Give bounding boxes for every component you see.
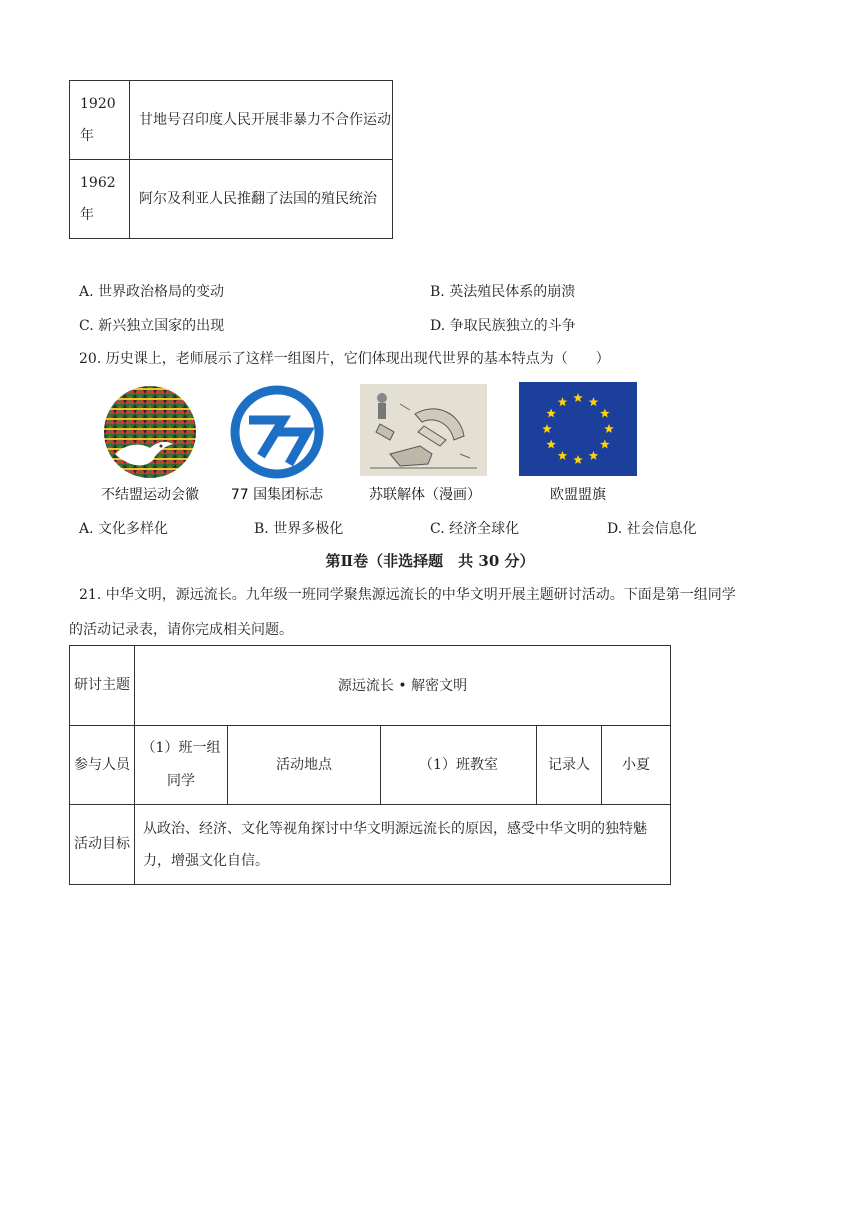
activity-record-table	[69, 645, 671, 885]
eu-flag-icon	[519, 382, 637, 476]
topic-value: 源远流长 • 解密文明	[135, 646, 671, 726]
goal-value: 从政治、经济、文化等视角探讨中华文明源远流长的原因，感受中华文明的独特魅力，增强文化自信。	[135, 805, 671, 885]
question-20: 20. 历史课上，老师展示了这样一组图片，它们体现出现代世界的基本特点为（ ）	[79, 351, 610, 367]
members-label: 参与人员	[70, 726, 135, 805]
option-b: B. 世界多极化	[254, 521, 344, 537]
option-c: C. 经济全球化	[430, 521, 520, 537]
option-c: C. 新兴独立国家的出现	[79, 318, 225, 334]
year-cell: 1962年	[70, 160, 130, 239]
topic-label: 研讨主题	[70, 646, 135, 726]
option-d: D. 社会信息化	[607, 521, 697, 537]
caption-image-2: 77 国集团标志	[230, 487, 324, 503]
recorder-label: 记录人	[537, 726, 602, 805]
members-value: （1）班一组同学	[135, 726, 228, 805]
goal-label: 活动目标	[70, 805, 135, 885]
question-21-line-1: 21. 中华文明，源远流长。九年级一班同学聚焦源远流长的中华文明开展主题研讨活动。下面是第一组同学	[79, 587, 736, 603]
place-value: （1）班教室	[381, 726, 537, 805]
table-row	[70, 646, 671, 726]
option-b: B. 英法殖民体系的崩溃	[430, 284, 576, 300]
caption-image-1: 不结盟运动会徽	[101, 487, 199, 503]
table-row	[70, 160, 393, 239]
event-cell: 阿尔及利亚人民推翻了法国的殖民统治	[130, 160, 393, 239]
cartoon-icon	[360, 384, 487, 476]
option-d: D. 争取民族独立的斗争	[430, 318, 576, 334]
caption-image-4: 欧盟盟旗	[550, 487, 606, 503]
option-a: A. 世界政治格局的变动	[79, 284, 225, 300]
g77-logo-icon	[227, 384, 327, 480]
dove-emblem-icon	[95, 384, 205, 480]
section-title: 第Ⅱ卷（非选择题 共 30 分）	[325, 552, 535, 570]
question-21-line-2: 的活动记录表，请你完成相关问题。	[69, 622, 293, 638]
place-label: 活动地点	[228, 726, 381, 805]
recorder-value: 小夏	[602, 726, 671, 805]
event-cell: 甘地号召印度人民开展非暴力不合作运动	[130, 81, 393, 160]
option-a: A. 文化多样化	[79, 521, 169, 537]
table-row	[70, 81, 393, 160]
table-row	[70, 805, 671, 885]
year-cell: 1920年	[70, 81, 130, 160]
table-row	[70, 726, 671, 805]
history-events-table	[69, 80, 393, 239]
caption-image-3: 苏联解体（漫画）	[369, 487, 481, 503]
